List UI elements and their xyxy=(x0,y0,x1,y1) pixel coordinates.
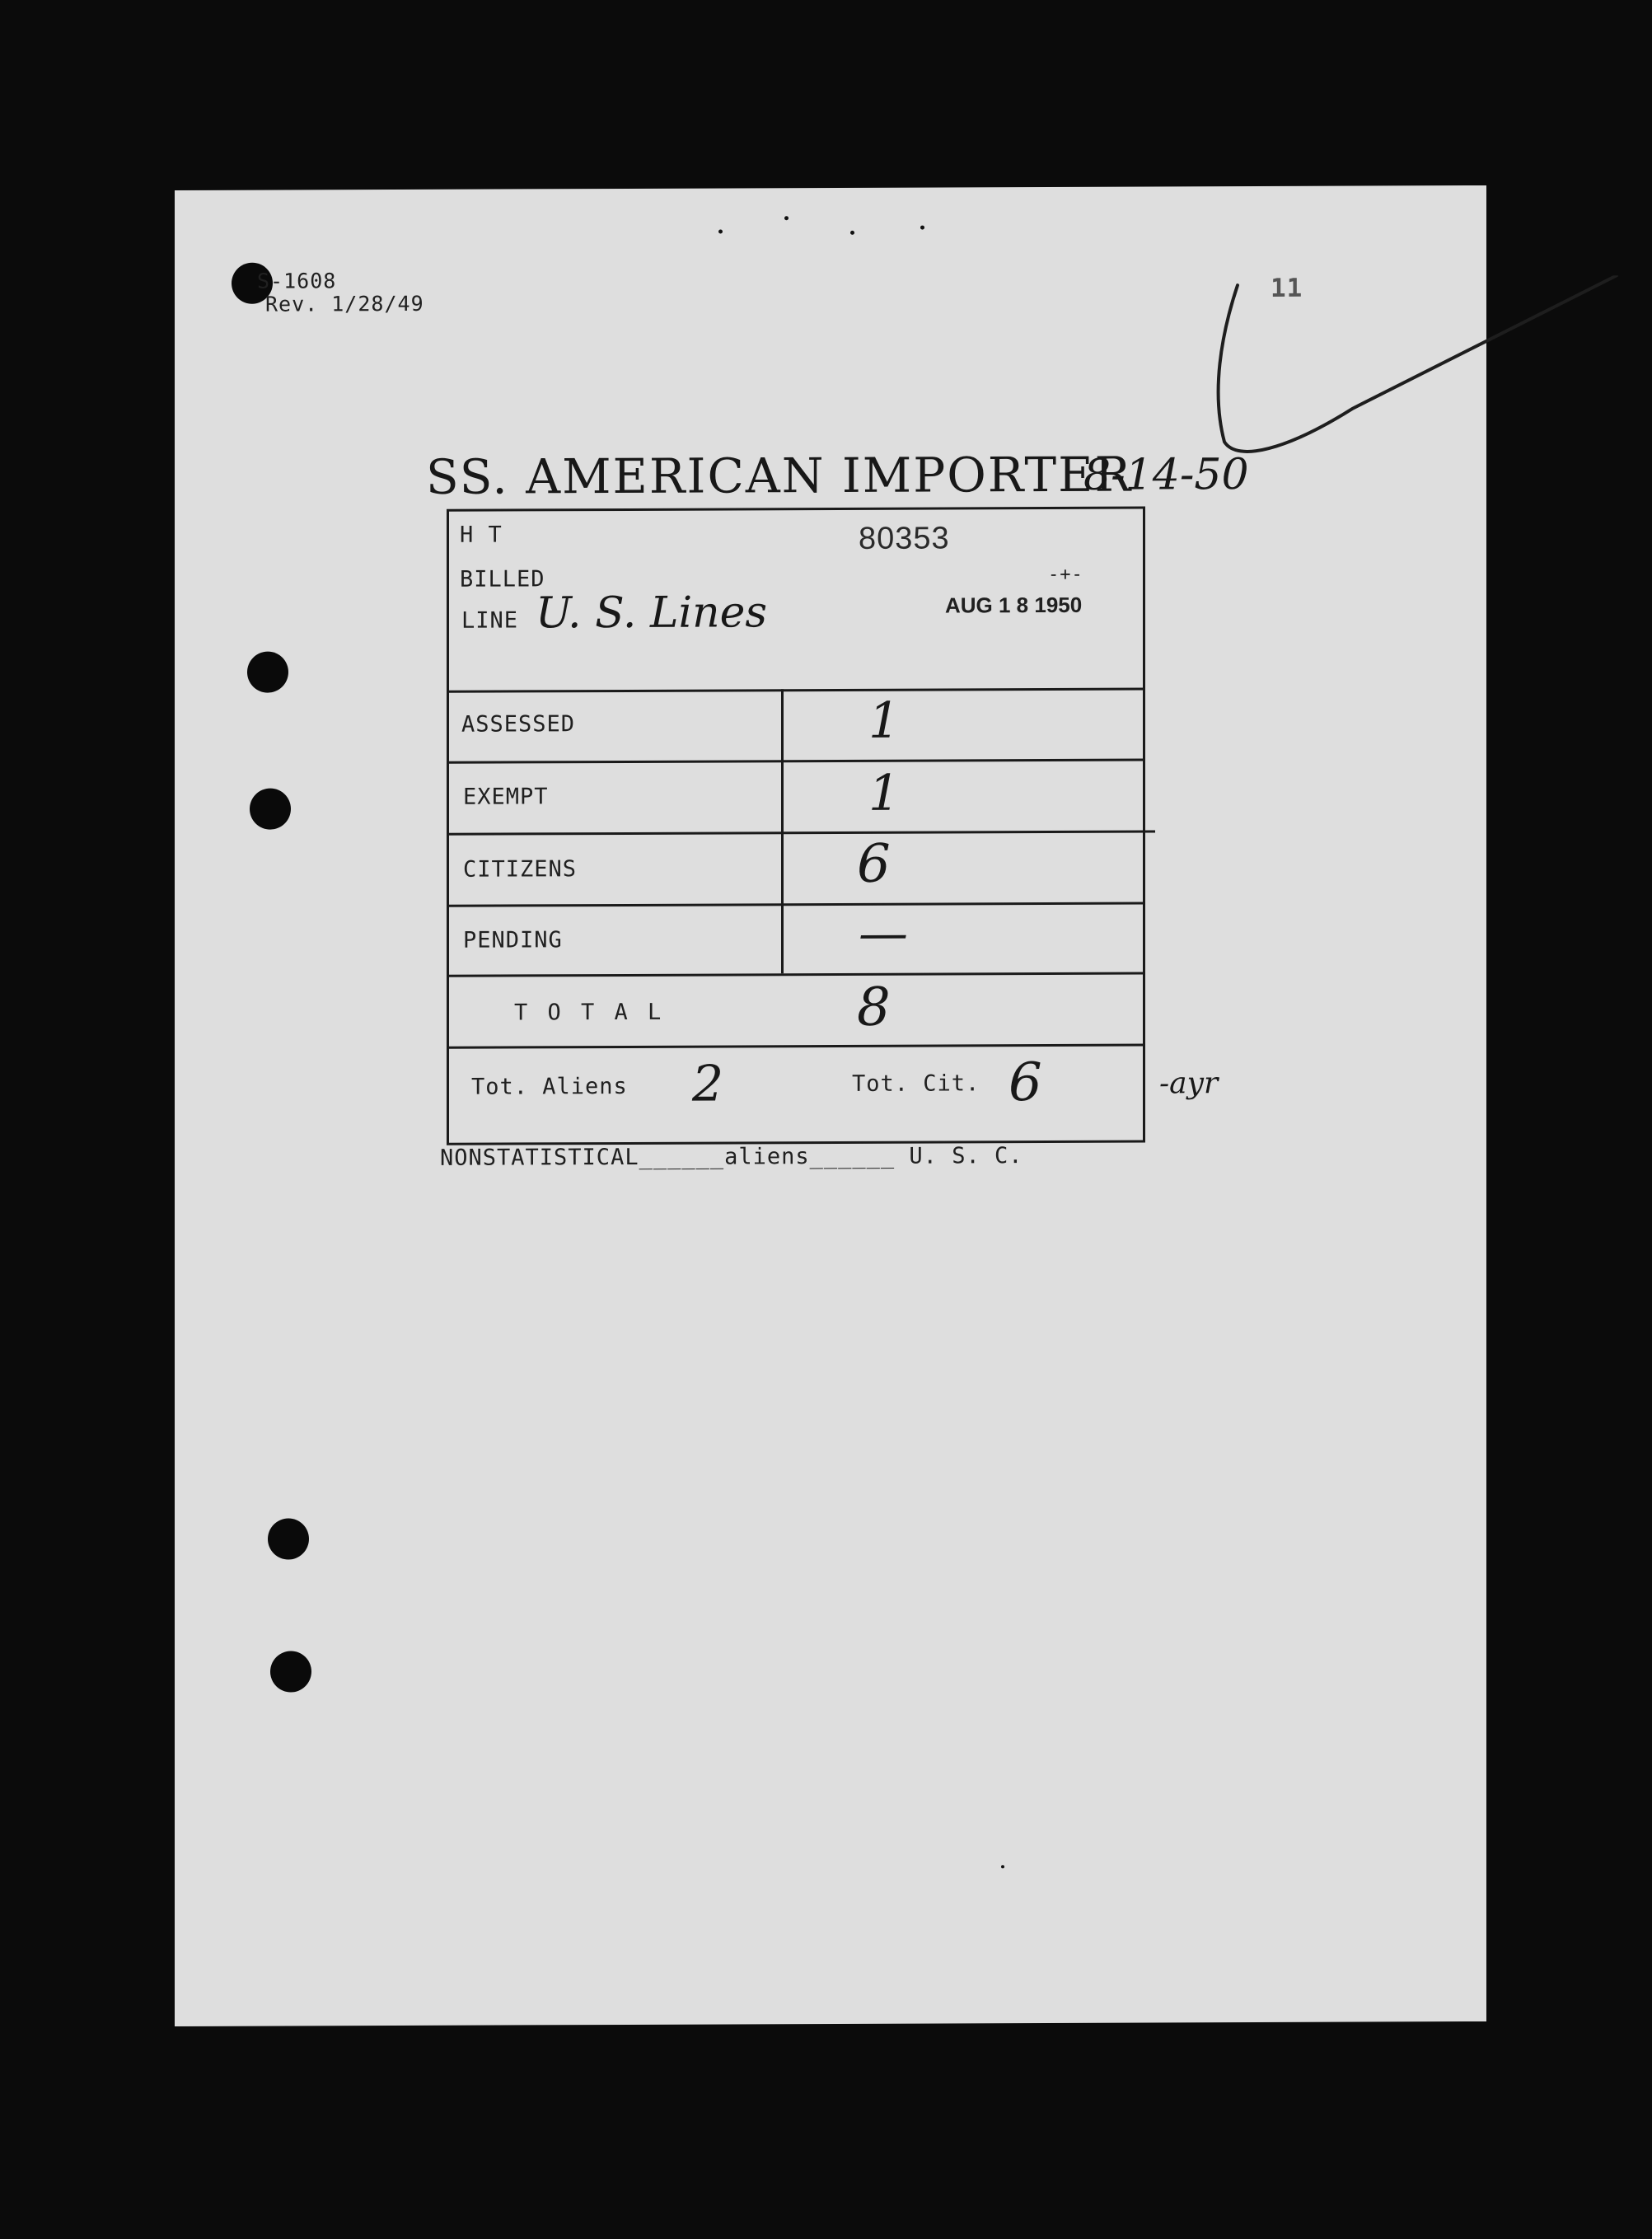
pending-label: PENDING xyxy=(463,927,563,953)
punch-hole xyxy=(268,1518,309,1559)
punch-hole xyxy=(270,1651,311,1692)
total-aliens-label: Tot. Aliens xyxy=(471,1073,628,1100)
check-mark xyxy=(1188,275,1633,475)
citizens-value: 6 xyxy=(857,833,891,895)
billed-label: BILLED xyxy=(460,566,545,593)
line-value: U. S. Lines xyxy=(536,588,768,639)
punch-hole xyxy=(250,789,291,830)
total-cit-label: Tot. Cit. xyxy=(852,1070,980,1097)
line-label: LINE xyxy=(461,607,519,634)
form-revision: Rev. 1/28/49 xyxy=(265,291,424,316)
document-page xyxy=(175,185,1486,2026)
total-cit-value: 6 xyxy=(1009,1052,1042,1114)
punch-hole xyxy=(247,652,288,693)
exempt-label: EXEMPT xyxy=(463,784,549,810)
received-stamp-date: AUG 1 8 1950 xyxy=(945,592,1083,618)
assessed-label: ASSESSED xyxy=(461,711,576,738)
serial-number: 80353 xyxy=(859,521,950,556)
stamp-mark: -+- xyxy=(1048,564,1083,585)
assessed-value: 1 xyxy=(868,691,901,750)
initials: -ayr xyxy=(1159,1066,1219,1101)
speck xyxy=(784,216,789,220)
ht-label: H T xyxy=(460,522,503,548)
form-number: S-1608 xyxy=(257,269,337,293)
citizens-label: CITIZENS xyxy=(463,856,578,883)
total-value: 8 xyxy=(857,977,891,1038)
voyage-date: 8-14-50 xyxy=(1083,450,1249,500)
speck xyxy=(920,226,924,230)
speck xyxy=(718,230,723,234)
speck xyxy=(850,231,854,235)
speck xyxy=(1001,1865,1004,1868)
vessel-name: SS. AMERICAN IMPORTER xyxy=(426,446,1133,505)
page-number: 11 xyxy=(1271,273,1303,303)
column-divider xyxy=(781,689,784,973)
exempt-value: 1 xyxy=(868,764,901,822)
pending-value: — xyxy=(859,904,908,963)
total-label: T O T A L xyxy=(514,999,665,1026)
total-aliens-value: 2 xyxy=(692,1055,724,1113)
nonstatistical-line: NONSTATISTICAL______aliens______ U. S. C. xyxy=(440,1143,1023,1171)
